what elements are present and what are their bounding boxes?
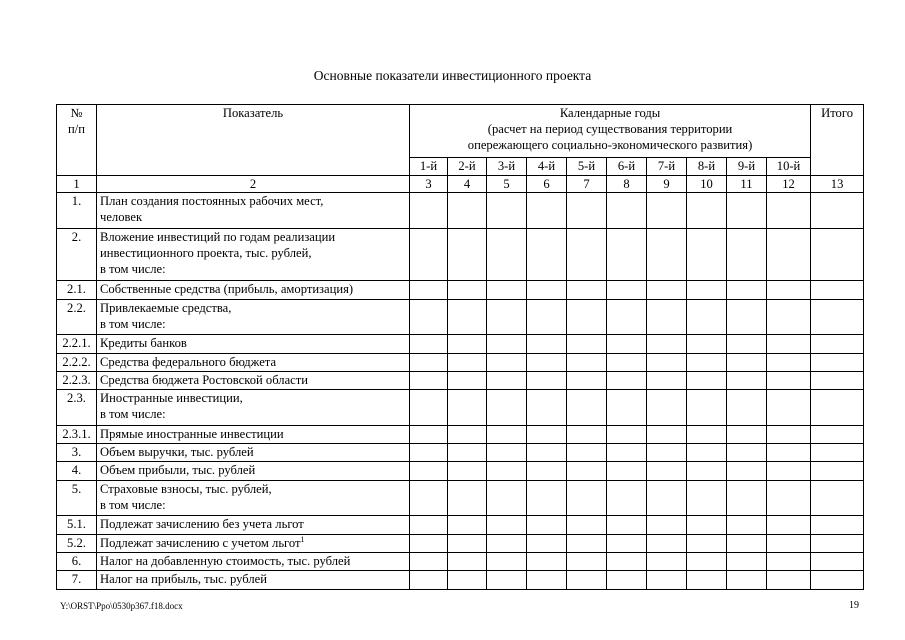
total-value-cell	[811, 480, 864, 516]
year-value-cell	[410, 353, 448, 371]
year-value-cell	[687, 571, 727, 589]
total-value-cell	[811, 516, 864, 534]
year-value-cell	[767, 552, 811, 570]
header-num: № п/п	[57, 105, 97, 176]
year-value-cell	[647, 353, 687, 371]
row-number: 2.2.2.	[57, 353, 97, 371]
year-header-1: 1-й	[410, 158, 448, 176]
year-value-cell	[448, 228, 487, 281]
year-value-cell	[727, 534, 767, 552]
year-value-cell	[527, 371, 567, 389]
year-value-cell	[647, 534, 687, 552]
total-value-cell	[811, 571, 864, 589]
year-value-cell	[647, 462, 687, 480]
year-value-cell	[607, 552, 647, 570]
row-indicator: Средства бюджета Ростовской области	[97, 371, 410, 389]
year-value-cell	[767, 353, 811, 371]
year-value-cell	[410, 462, 448, 480]
year-value-cell	[727, 390, 767, 426]
year-value-cell	[647, 299, 687, 335]
year-value-cell	[767, 425, 811, 443]
file-path: Y:\ORST\Ppo\0530p367.f18.docx	[60, 601, 183, 611]
total-value-cell	[811, 299, 864, 335]
year-value-cell	[410, 281, 448, 299]
year-value-cell	[567, 299, 607, 335]
year-value-cell	[687, 444, 727, 462]
total-value-cell	[811, 281, 864, 299]
year-value-cell	[567, 228, 607, 281]
year-value-cell	[727, 353, 767, 371]
year-value-cell	[567, 552, 607, 570]
year-value-cell	[727, 281, 767, 299]
year-value-cell	[767, 390, 811, 426]
table-row	[57, 299, 864, 335]
year-value-cell	[487, 281, 527, 299]
table-row	[57, 193, 864, 229]
table-row	[57, 425, 864, 443]
row-number: 7.	[57, 571, 97, 589]
year-header-8: 8-й	[687, 158, 727, 176]
table-row	[57, 281, 864, 299]
year-value-cell	[607, 193, 647, 229]
year-value-cell	[527, 552, 567, 570]
year-value-cell	[607, 534, 647, 552]
year-value-cell	[647, 425, 687, 443]
table-row	[57, 480, 864, 516]
row-number: 4.	[57, 462, 97, 480]
year-value-cell	[567, 193, 607, 229]
year-value-cell	[647, 228, 687, 281]
year-value-cell	[527, 193, 567, 229]
year-value-cell	[647, 193, 687, 229]
year-value-cell	[410, 534, 448, 552]
document-title: Основные показатели инвестиционного проекта	[313, 68, 592, 83]
table-row	[57, 534, 864, 552]
year-value-cell	[410, 390, 448, 426]
row-indicator: Объем прибыли, тыс. рублей	[97, 462, 410, 480]
year-value-cell	[448, 480, 487, 516]
indicators-table	[56, 104, 864, 590]
column-number-12: 12	[767, 176, 811, 193]
year-value-cell	[487, 353, 527, 371]
year-value-cell	[767, 480, 811, 516]
column-number-13: 13	[811, 176, 864, 193]
year-value-cell	[410, 228, 448, 281]
row-number: 2.3.1.	[57, 425, 97, 443]
year-value-cell	[448, 281, 487, 299]
column-number-11: 11	[727, 176, 767, 193]
year-value-cell	[527, 516, 567, 534]
year-value-cell	[527, 571, 567, 589]
year-value-cell	[487, 480, 527, 516]
year-value-cell	[727, 516, 767, 534]
year-value-cell	[727, 299, 767, 335]
year-value-cell	[647, 281, 687, 299]
row-number: 5.1.	[57, 516, 97, 534]
year-value-cell	[448, 571, 487, 589]
row-indicator: Иностранные инвестиции, в том числе:	[97, 390, 410, 426]
year-value-cell	[687, 281, 727, 299]
header-years-group: Календарные годы (расчет на период существования территории опережающего социально-экономического развития)	[410, 105, 811, 158]
year-value-cell	[448, 462, 487, 480]
column-number-8: 8	[607, 176, 647, 193]
year-value-cell	[487, 335, 527, 353]
table-row	[57, 353, 864, 371]
year-value-cell	[448, 353, 487, 371]
year-value-cell	[767, 299, 811, 335]
year-value-cell	[527, 425, 567, 443]
table-row	[57, 228, 864, 281]
year-value-cell	[687, 480, 727, 516]
year-header-5: 5-й	[567, 158, 607, 176]
header-indicator: Показатель	[97, 105, 410, 176]
year-value-cell	[767, 335, 811, 353]
year-value-cell	[607, 480, 647, 516]
year-value-cell	[687, 390, 727, 426]
row-indicator: Привлекаемые средства, в том числе:	[97, 299, 410, 335]
total-value-cell	[811, 462, 864, 480]
year-value-cell	[647, 571, 687, 589]
year-value-cell	[607, 444, 647, 462]
year-value-cell	[687, 425, 727, 443]
year-value-cell	[527, 390, 567, 426]
column-number-3: 3	[410, 176, 448, 193]
year-value-cell	[767, 371, 811, 389]
year-value-cell	[487, 516, 527, 534]
year-value-cell	[567, 425, 607, 443]
row-number: 2.2.3.	[57, 371, 97, 389]
year-value-cell	[687, 371, 727, 389]
year-value-cell	[448, 371, 487, 389]
page-number: 19	[849, 600, 859, 611]
year-value-cell	[410, 480, 448, 516]
total-value-cell	[811, 371, 864, 389]
row-indicator: Средства федерального бюджета	[97, 353, 410, 371]
year-value-cell	[527, 228, 567, 281]
year-value-cell	[410, 552, 448, 570]
year-value-cell	[410, 371, 448, 389]
year-value-cell	[687, 228, 727, 281]
year-value-cell	[448, 552, 487, 570]
year-value-cell	[607, 425, 647, 443]
year-value-cell	[687, 462, 727, 480]
year-value-cell	[607, 281, 647, 299]
table-row	[57, 371, 864, 389]
table-row	[57, 390, 864, 426]
year-value-cell	[487, 462, 527, 480]
year-value-cell	[727, 193, 767, 229]
column-number-7: 7	[567, 176, 607, 193]
year-value-cell	[448, 390, 487, 426]
year-value-cell	[647, 371, 687, 389]
year-value-cell	[647, 335, 687, 353]
row-number: 5.	[57, 480, 97, 516]
year-value-cell	[687, 335, 727, 353]
header-total: Итого	[811, 105, 864, 176]
year-value-cell	[410, 571, 448, 589]
table-row	[57, 462, 864, 480]
total-value-cell	[811, 425, 864, 443]
table-row	[57, 444, 864, 462]
year-value-cell	[607, 299, 647, 335]
year-value-cell	[410, 299, 448, 335]
year-value-cell	[410, 193, 448, 229]
row-indicator: Налог на добавленную стоимость, тыс. рублей	[97, 552, 410, 570]
year-header-3: 3-й	[487, 158, 527, 176]
column-number-9: 9	[647, 176, 687, 193]
row-indicator: Кредиты банков	[97, 335, 410, 353]
footnote-marker: 1	[300, 534, 305, 544]
year-value-cell	[527, 534, 567, 552]
year-value-cell	[687, 552, 727, 570]
total-value-cell	[811, 444, 864, 462]
total-value-cell	[811, 534, 864, 552]
year-value-cell	[567, 571, 607, 589]
total-value-cell	[811, 353, 864, 371]
year-value-cell	[567, 371, 607, 389]
year-value-cell	[448, 299, 487, 335]
year-value-cell	[527, 335, 567, 353]
year-value-cell	[410, 425, 448, 443]
year-value-cell	[647, 444, 687, 462]
year-value-cell	[527, 462, 567, 480]
year-value-cell	[607, 335, 647, 353]
year-value-cell	[487, 534, 527, 552]
total-value-cell	[811, 193, 864, 229]
year-value-cell	[567, 281, 607, 299]
year-value-cell	[607, 516, 647, 534]
year-header-6: 6-й	[607, 158, 647, 176]
year-value-cell	[487, 444, 527, 462]
year-value-cell	[607, 390, 647, 426]
row-number: 2.1.	[57, 281, 97, 299]
year-value-cell	[448, 425, 487, 443]
column-number-6: 6	[527, 176, 567, 193]
year-value-cell	[607, 353, 647, 371]
year-value-cell	[727, 480, 767, 516]
year-value-cell	[647, 390, 687, 426]
year-value-cell	[607, 228, 647, 281]
year-value-cell	[767, 281, 811, 299]
year-value-cell	[527, 444, 567, 462]
row-indicator: План создания постоянных рабочих мест, человек	[97, 193, 410, 229]
year-value-cell	[448, 534, 487, 552]
year-value-cell	[687, 299, 727, 335]
year-value-cell	[567, 335, 607, 353]
year-value-cell	[767, 444, 811, 462]
total-value-cell	[811, 335, 864, 353]
column-number-2: 2	[97, 176, 410, 193]
year-value-cell	[607, 371, 647, 389]
column-number-1: 1	[57, 176, 97, 193]
year-value-cell	[727, 444, 767, 462]
row-number: 1.	[57, 193, 97, 229]
year-value-cell	[727, 371, 767, 389]
year-value-cell	[567, 516, 607, 534]
year-value-cell	[767, 571, 811, 589]
year-value-cell	[487, 228, 527, 281]
year-header-10: 10-й	[767, 158, 811, 176]
column-number-5: 5	[487, 176, 527, 193]
table-row	[57, 335, 864, 353]
year-value-cell	[567, 444, 607, 462]
year-value-cell	[487, 193, 527, 229]
year-value-cell	[527, 299, 567, 335]
row-indicator: Собственные средства (прибыль, амортизация)	[97, 281, 410, 299]
year-value-cell	[727, 425, 767, 443]
row-indicator: Объем выручки, тыс. рублей	[97, 444, 410, 462]
year-value-cell	[727, 335, 767, 353]
year-value-cell	[410, 516, 448, 534]
row-indicator: Налог на прибыль, тыс. рублей	[97, 571, 410, 589]
year-value-cell	[487, 425, 527, 443]
year-value-cell	[767, 193, 811, 229]
row-indicator: Подлежат зачислению без учета льгот	[97, 516, 410, 534]
row-number: 6.	[57, 552, 97, 570]
year-value-cell	[727, 462, 767, 480]
year-value-cell	[448, 193, 487, 229]
year-value-cell	[687, 353, 727, 371]
year-value-cell	[567, 462, 607, 480]
year-header-2: 2-й	[448, 158, 487, 176]
row-number: 2.3.	[57, 390, 97, 426]
year-value-cell	[448, 335, 487, 353]
row-indicator: Прямые иностранные инвестиции	[97, 425, 410, 443]
row-number: 3.	[57, 444, 97, 462]
year-value-cell	[727, 552, 767, 570]
year-value-cell	[567, 534, 607, 552]
table-row	[57, 552, 864, 570]
year-value-cell	[527, 281, 567, 299]
year-value-cell	[410, 444, 448, 462]
year-header-4: 4-й	[527, 158, 567, 176]
row-number: 5.2.	[57, 534, 97, 552]
year-value-cell	[767, 516, 811, 534]
row-indicator: Страховые взносы, тыс. рублей, в том числе:	[97, 480, 410, 516]
row-number: 2.2.	[57, 299, 97, 335]
year-value-cell	[767, 462, 811, 480]
year-value-cell	[647, 480, 687, 516]
row-indicator: Вложение инвестиций по годам реализации инвестиционного проекта, тыс. рублей, в том числе:	[97, 228, 410, 281]
year-value-cell	[687, 534, 727, 552]
year-value-cell	[487, 571, 527, 589]
year-header-7: 7-й	[647, 158, 687, 176]
column-number-10: 10	[687, 176, 727, 193]
year-value-cell	[687, 193, 727, 229]
table-row	[57, 516, 864, 534]
year-value-cell	[527, 480, 567, 516]
total-value-cell	[811, 552, 864, 570]
year-value-cell	[487, 371, 527, 389]
year-value-cell	[647, 516, 687, 534]
year-value-cell	[767, 534, 811, 552]
year-header-9: 9-й	[727, 158, 767, 176]
year-value-cell	[527, 353, 567, 371]
year-value-cell	[607, 571, 647, 589]
row-number: 2.2.1.	[57, 335, 97, 353]
total-value-cell	[811, 228, 864, 281]
year-value-cell	[727, 228, 767, 281]
row-indicator: Подлежат зачислению с учетом льгот$^1$	[97, 534, 410, 552]
year-value-cell	[567, 480, 607, 516]
year-value-cell	[687, 516, 727, 534]
year-value-cell	[487, 552, 527, 570]
total-value-cell	[811, 390, 864, 426]
year-value-cell	[727, 571, 767, 589]
year-value-cell	[487, 390, 527, 426]
year-value-cell	[448, 516, 487, 534]
year-value-cell	[410, 335, 448, 353]
year-value-cell	[487, 299, 527, 335]
year-value-cell	[767, 228, 811, 281]
column-number-4: 4	[448, 176, 487, 193]
year-value-cell	[607, 462, 647, 480]
table-row	[57, 571, 864, 589]
row-number: 2.	[57, 228, 97, 281]
year-value-cell	[448, 444, 487, 462]
year-value-cell	[567, 353, 607, 371]
year-value-cell	[567, 390, 607, 426]
year-value-cell	[647, 552, 687, 570]
